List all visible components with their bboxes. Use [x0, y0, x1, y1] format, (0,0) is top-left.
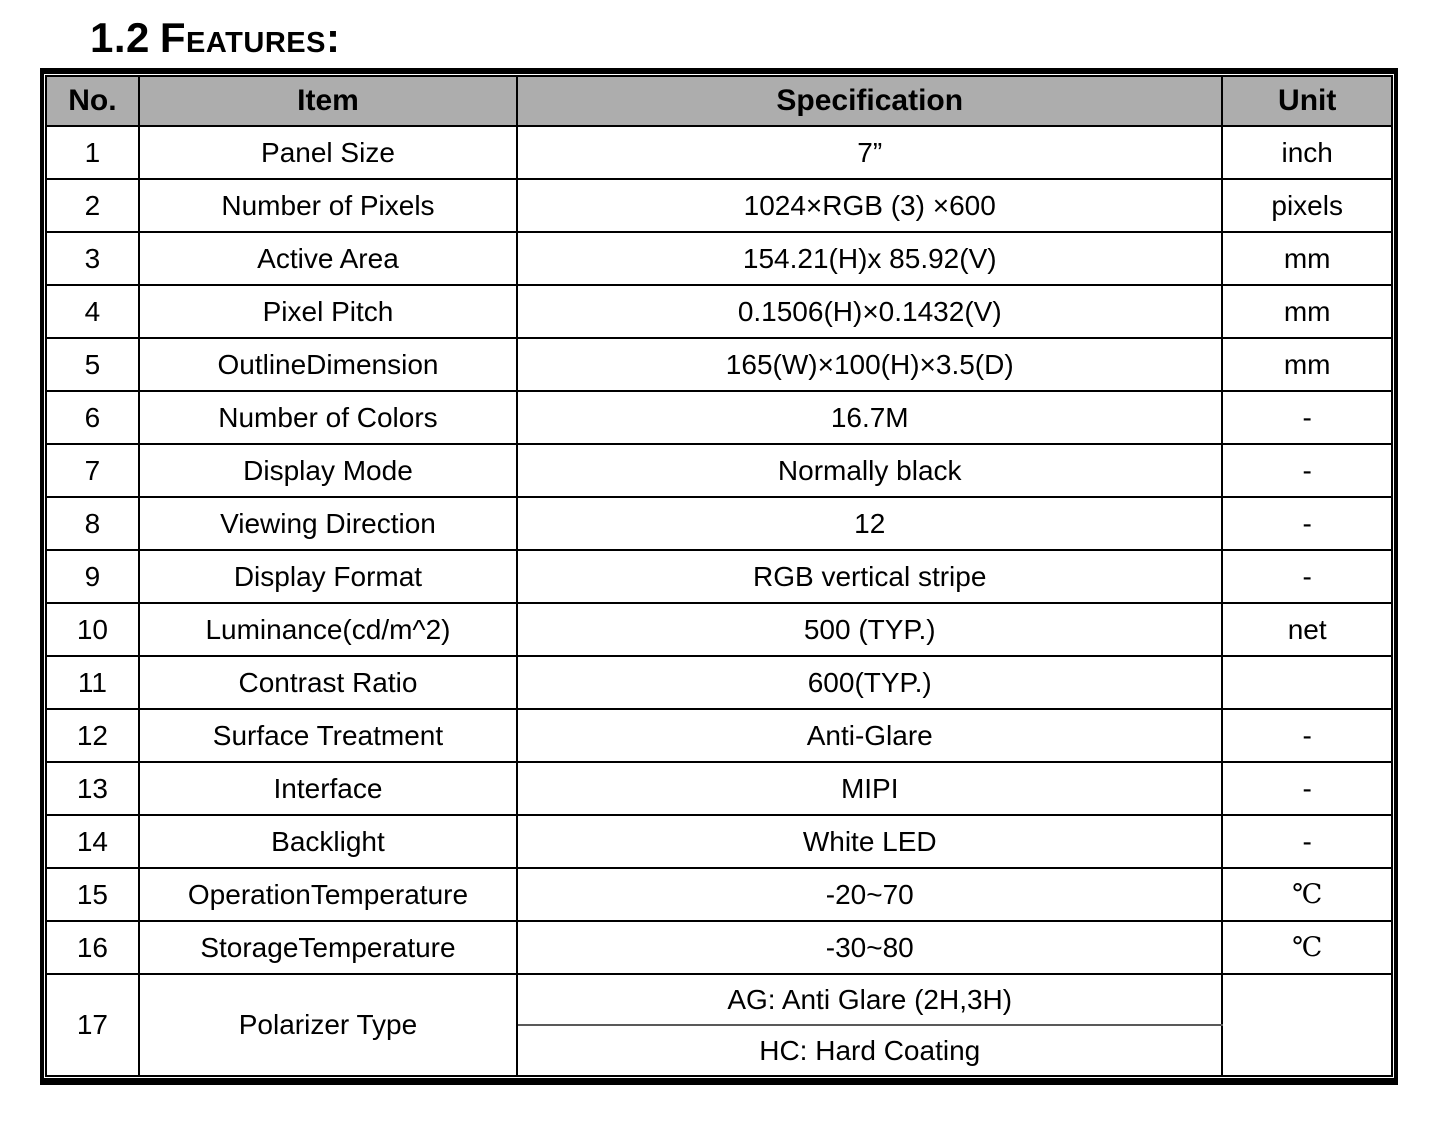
row-number-cell: 4	[46, 285, 139, 338]
table-row	[46, 709, 1392, 762]
spec-cell: -20~70	[517, 868, 1222, 921]
item-cell: Viewing Direction	[139, 497, 517, 550]
row-number-cell: 15	[46, 868, 139, 921]
row-number-cell: 7	[46, 444, 139, 497]
table-row	[46, 232, 1392, 285]
table-row	[46, 444, 1392, 497]
spec-cell: Anti-Glare	[517, 709, 1222, 762]
table-row	[46, 285, 1392, 338]
unit-cell: -	[1222, 550, 1392, 603]
unit-cell: mm	[1222, 232, 1392, 285]
item-cell: Pixel Pitch	[139, 285, 517, 338]
unit-cell: -	[1222, 762, 1392, 815]
unit-cell: -	[1222, 391, 1392, 444]
table-row	[46, 921, 1392, 974]
table-row	[46, 974, 1392, 1025]
section-heading	[90, 14, 1446, 62]
unit-cell: -	[1222, 497, 1392, 550]
spec-cell: 500 (TYP.)	[517, 603, 1222, 656]
row-number-cell: 10	[46, 603, 139, 656]
item-cell: Active Area	[139, 232, 517, 285]
item-cell: OutlineDimension	[139, 338, 517, 391]
spec-cell: 0.1506(H)×0.1432(V)	[517, 285, 1222, 338]
table-row	[46, 391, 1392, 444]
item-cell: Display Mode	[139, 444, 517, 497]
spec-cell: AG: Anti Glare (2H,3H)	[517, 974, 1222, 1025]
table-body	[46, 126, 1392, 1076]
row-number-cell: 12	[46, 709, 139, 762]
spec-cell: 600(TYP.)	[517, 656, 1222, 709]
item-cell: Surface Treatment	[139, 709, 517, 762]
unit-cell: mm	[1222, 338, 1392, 391]
row-number-cell: 13	[46, 762, 139, 815]
item-cell: Contrast Ratio	[139, 656, 517, 709]
section-number: 1.2	[90, 14, 150, 61]
spec-cell: 1024×RGB (3) ×600	[517, 179, 1222, 232]
unit-cell: net	[1222, 603, 1392, 656]
spec-cell: White LED	[517, 815, 1222, 868]
table-row	[46, 497, 1392, 550]
unit-cell: -	[1222, 444, 1392, 497]
row-number-cell: 8	[46, 497, 139, 550]
unit-cell: mm	[1222, 285, 1392, 338]
features-table-frame	[40, 68, 1398, 1085]
column-header-unit: Unit	[1222, 76, 1392, 126]
item-cell: Luminance(cd/m^2)	[139, 603, 517, 656]
table-row	[46, 179, 1392, 232]
table-row	[46, 550, 1392, 603]
unit-cell: pixels	[1222, 179, 1392, 232]
spec-cell: 165(W)×100(H)×3.5(D)	[517, 338, 1222, 391]
item-cell: Panel Size	[139, 126, 517, 179]
item-cell: Number of Colors	[139, 391, 517, 444]
unit-cell: -	[1222, 709, 1392, 762]
features-table	[45, 75, 1393, 1077]
row-number-cell: 14	[46, 815, 139, 868]
table-row	[46, 762, 1392, 815]
table-row	[46, 656, 1392, 709]
spec-cell: MIPI	[517, 762, 1222, 815]
column-header-specification: Specification	[517, 76, 1222, 126]
item-cell: StorageTemperature	[139, 921, 517, 974]
spec-cell: 12	[517, 497, 1222, 550]
spec-cell: HC: Hard Coating	[517, 1025, 1222, 1076]
row-number-cell: 17	[46, 974, 139, 1076]
unit-cell: inch	[1222, 126, 1392, 179]
table-row	[46, 126, 1392, 179]
spec-cell: 154.21(H)x 85.92(V)	[517, 232, 1222, 285]
row-number-cell: 6	[46, 391, 139, 444]
table-row	[46, 338, 1392, 391]
item-cell: OperationTemperature	[139, 868, 517, 921]
item-cell: Number of Pixels	[139, 179, 517, 232]
spec-cell: 7”	[517, 126, 1222, 179]
column-header-item: Item	[139, 76, 517, 126]
spec-cell: 16.7M	[517, 391, 1222, 444]
section-title: Features:	[159, 14, 341, 61]
row-number-cell: 16	[46, 921, 139, 974]
item-cell: Polarizer Type	[139, 974, 517, 1076]
unit-cell	[1222, 656, 1392, 709]
row-number-cell: 3	[46, 232, 139, 285]
row-number-cell: 1	[46, 126, 139, 179]
unit-cell: ℃	[1222, 868, 1392, 921]
item-cell: Backlight	[139, 815, 517, 868]
item-cell: Interface	[139, 762, 517, 815]
table-row	[46, 815, 1392, 868]
spec-cell: RGB vertical stripe	[517, 550, 1222, 603]
row-number-cell: 2	[46, 179, 139, 232]
row-number-cell: 9	[46, 550, 139, 603]
spec-cell: -30~80	[517, 921, 1222, 974]
row-number-cell: 11	[46, 656, 139, 709]
spec-cell: Normally black	[517, 444, 1222, 497]
unit-cell	[1222, 974, 1392, 1076]
unit-cell: ℃	[1222, 921, 1392, 974]
row-number-cell: 5	[46, 338, 139, 391]
item-cell: Display Format	[139, 550, 517, 603]
table-row	[46, 603, 1392, 656]
table-row	[46, 868, 1392, 921]
table-header-row	[46, 76, 1392, 126]
column-header-no: No.	[46, 76, 139, 126]
unit-cell: -	[1222, 815, 1392, 868]
